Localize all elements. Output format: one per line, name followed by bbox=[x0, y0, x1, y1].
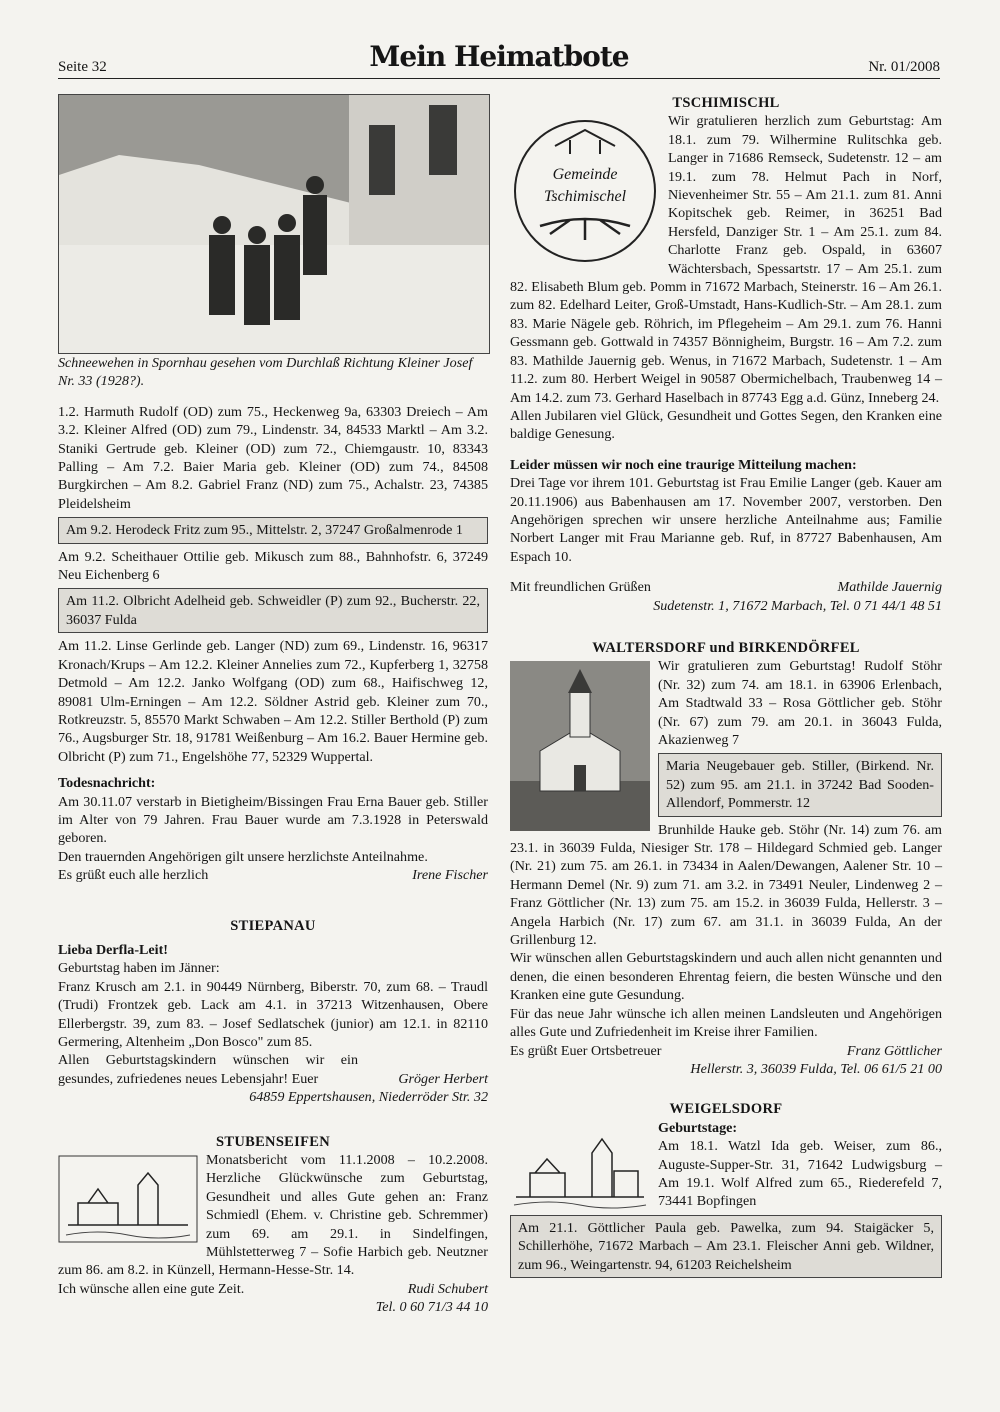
right-column bbox=[510, 94, 942, 1282]
photo-caption: Schneewehen in Spornhau gesehen vom Durchlaß Richtung Kleiner Josef Nr. 33 (1928?). bbox=[58, 355, 473, 390]
tschimischl-sign-right: Mathilde Jauernig bbox=[837, 579, 942, 596]
weigelsdorf-title: WEIGELSDORF bbox=[669, 1101, 783, 1118]
stubenseifen-title: STUBENSEIFEN bbox=[216, 1133, 330, 1150]
waltersdorf-text-2: Brunhilde Hauke geb. Stöhr (Nr. 14) zum 76. am 23.1. in 36039 Fulda, Niesiger Str. 178 – Hildegard Schmied geb. Langer (Nr. 21) zum 75. am 26.1. in 73434 in Aalen/Dewangen, Aalener Str. 10 – Hermann Demel (Nr. 9) zum 71. am 3.2. in 73491 Neuler, Lindenweg 2 – Franz Göttlicher (Nr. 13) zum 75. am 15.2. in 36039 Fulda, Hellerstr. 3 – Angela Harbich (Nr. 17) zum 67. am 31.1. in 36039 Fulda, An der Grillenburg 12. bbox=[510, 821, 942, 949]
header-rule bbox=[58, 78, 940, 79]
highlight-box-2: Am 11.2. Olbricht Adelheid geb. Schweidler (P) zum 92., Bucherstr. 22, 36037 Fulda bbox=[58, 588, 488, 633]
weigelsdorf-head: Geburtstage: bbox=[658, 1119, 738, 1136]
highlight-box-1: Am 9.2. Herodeck Fritz zum 95., Mittelstr. 2, 37247 Großalmenrode 1 bbox=[58, 517, 488, 543]
waltersdorf-sign-left: Es grüßt Euer Ortsbetreuer bbox=[510, 1042, 662, 1059]
stiepanau-sign: Gröger Herbert bbox=[398, 1070, 488, 1087]
left-column bbox=[58, 94, 488, 1317]
stiepanau-text: Franz Krusch am 2.1. in 90449 Nürnberg, Biberstr. 70, zum 68. – Traudl (Trudi) Frontzek geb. Lack am 4.1. in 37213 Witzenhausen, Obere Ellerbergstr. 39, zum 83. – Josef Sedlatschek (junior) am 12.1. in 82110 Germering, Altenheim „Don Bosco" zum 85. bbox=[58, 978, 488, 1050]
stiepanau-intro: Geburtstag haben im Jänner: bbox=[58, 960, 220, 977]
tschimischl-address: Sudetenstr. 1, 71672 Marbach, Tel. 0 71 44/1 48 51 bbox=[653, 597, 942, 614]
tschimischl-sign bbox=[510, 578, 942, 596]
death-sign-right: Irene Fischer bbox=[412, 867, 488, 884]
waltersdorf-address: Hellerstr. 3, 36039 Fulda, Tel. 06 61/5 21 00 bbox=[690, 1060, 942, 1077]
gemeinde-stamp bbox=[510, 116, 660, 266]
waltersdorf-sign bbox=[510, 1042, 942, 1060]
issue-number: Nr. 01/2008 bbox=[868, 59, 940, 75]
waltersdorf-wish: Wir wünschen allen Geburtstagskindern und auch allen nicht genannten und denen, die einen besonderen Ehrentag feiern, die besten Wünsche und den Kranken eine gute Gesundung. bbox=[510, 950, 942, 1004]
stubenseifen-tel: Tel. 0 60 71/3 44 10 bbox=[375, 1299, 488, 1316]
snow-scene-image bbox=[59, 95, 489, 353]
weigelsdorf-highlight-box: Am 21.1. Göttlicher Paula geb. Pawelka, zum 94. Staigäcker 5, Schillerhöhe, 71672 Marbach – Am 23.1. Fleischer Anni geb. Wildner, zum 96., Weingartenstr. 94, 61203 Reichelsheim bbox=[510, 1215, 942, 1278]
stubenseifen-sign-left: Ich wünsche allen eine gute Zeit. bbox=[58, 1280, 245, 1297]
waltersdorf-title: WALTERSDORF und BIRKENDÖRFEL bbox=[592, 639, 860, 656]
chapel-photo bbox=[510, 661, 650, 831]
stiepanau-title: STIEPANAU bbox=[230, 917, 316, 934]
tschimischl-wish: Allen Jubilaren viel Glück, Gesundheit und Gottes Segen, den Kranken eine baldige Genesung. bbox=[510, 407, 942, 443]
stubenseifen-sign-right: Rudi Schubert bbox=[407, 1280, 488, 1297]
waltersdorf-text-1: Wir gratulieren zum Geburtstag! Rudolf Stöhr (Nr. 32) zum 74. am 18.1. in 63906 Erlenbach, Am Stadtwald 33 – Rosa Göttlicher geb. Stöhr (Nr. 67) zum 79. am 20.1. in 36043 Fulda, Akazienweg 7 bbox=[658, 658, 942, 748]
death-notice-heading: Todesnachricht: bbox=[58, 775, 156, 792]
waltersdorf-highlight-box: Maria Neugebauer geb. Stiller, (Birkend. Nr. 52) zum 95. am 21.1. in 37242 Bad Sooden-Allendorf, Pommerstr. 12 bbox=[658, 753, 942, 816]
church-sketch-icon bbox=[58, 1155, 198, 1243]
stubenseifen-sign bbox=[58, 1280, 488, 1298]
death-notice-sign bbox=[58, 866, 488, 884]
waltersdorf-wish-2: Für das neue Jahr wünsche ich allen meinen Landsleuten und Angehörigen alles Gute und Zufriedenheit im Kreise ihrer Familien. bbox=[510, 1005, 942, 1041]
death-notice-text: Am 30.11.07 verstarb in Bietigheim/Bissingen Frau Erna Bauer geb. Stiller im Alter von 79 Jahren. Frau Bauer wurde am 7.3.1928 in Peterswald geboren. bbox=[58, 793, 488, 847]
birthdays-p2: Am 9.2. Scheithauer Ottilie geb. Mikusch zum 88., Bahnhofstr. 6, 37249 Neu Eichenberg 6 bbox=[58, 548, 488, 584]
snow-photo bbox=[58, 94, 490, 354]
tschimischl-sad-text: Drei Tage vor ihrem 101. Geburtstag ist Frau Emilie Langer (geb. Kauer am 20.11.1906) aus Babenhausen am 17. November 2007, verstorben. Den Angehörigen sprechen wir unsere herzliche Anteilnahme aus; Familie Norbert Langer mit Frau Marianne geb. Ruf, in 87727 Babenhausen, Am Espach 10. bbox=[510, 475, 942, 565]
stiepanau-wish: Allen Geburtstagskindern wünschen wir ein gesundes, zufriedenes neues Lebensjahr! Euer bbox=[58, 1052, 358, 1087]
stamp-text-1: Gemeinde bbox=[552, 166, 618, 184]
birthdays-p3: Am 11.2. Linse Gerlinde geb. Langer (ND) zum 69., Lindenstr. 16, 96317 Kronach/Krups – Am 12.2. Kleiner Annelies zum 72., Kupferberg 1, 32758 Detmold – Am 12.2. Janko Wolfgang (OD) zum 68., Haifischweg 12, 89081 Ulm-Erningen – Am 12.2. Söldner Astrid geb. Kleiner zum 70., Rotkreuzstr. 5, 85570 Markt Schwaben – Am 12.2. Stiller Berthold (P) zum 76., Augsburger Str. 18, 91781 Weißenburg – Am 16.2. Bauer Hermine geb. Olbricht (P) zum 71., Engelshöhe 77, 52329 Wuppertal. bbox=[58, 638, 488, 765]
stubenseifen-text: Monatsbericht vom 11.1.2008 – 10.2.2008. Herzliche Glückwünsche zum Geburtstag, Gesundheit und alles Gute gehen an: Franz Schmiedl (Ehem. v. Christine geb. Schremmer) zum 69. am 29.1. in Sindelfingen, Mühlstetterweg 7 – Sofie Harbich geb. Neutzner zum 86. am 8.2. in Künzell, Hermann-Hesse-Str. 14. bbox=[58, 1152, 488, 1279]
page-number: Seite 32 bbox=[58, 59, 107, 75]
stiepanau-wish-row bbox=[58, 1051, 488, 1088]
tschimischl-sign-left: Mit freundlichen Grüßen bbox=[510, 579, 651, 596]
birthdays-p1: 1.2. Harmuth Rudolf (OD) zum 75., Heckenweg 9a, 63303 Dreiech – Am 3.2. Kleiner Alfred (OD) zum 79., Lindenstr. 34, 84533 Marktl – Am 3.2. Staniki Gertrude geb. Kleiner (OD) zum 72., Chiemgaustr. 10, 83343 Palling – Am 7.2. Baier Maria geb. Kleiner (OD) zum 74., 84508 Burgkirchen – Am 8.2. Gabriel Franz (ND) zum 75., Achalstr. 23, 74385 Pleidelsheim bbox=[58, 403, 488, 512]
death-sign-left: Es grüßt euch alle herzlich bbox=[58, 867, 209, 884]
waltersdorf-sign-right: Franz Göttlicher bbox=[846, 1042, 942, 1059]
stamp-text-2: Tschimischel bbox=[543, 188, 627, 206]
stiepanau-address: 64859 Eppertshausen, Niederröder Str. 32 bbox=[249, 1089, 488, 1106]
stiepanau-greeting: Lieba Derfla-Leit! bbox=[58, 941, 168, 958]
weigelsdorf-text: Am 18.1. Watzl Ida geb. Weiser, zum 86., Auguste-Supper-Str. 31, 71642 Ludwigsburg – Am 19.1. Wolf Alfred zum 65., Riederefeld 7, 73441 Bopfingen bbox=[658, 1138, 942, 1210]
tschimischl-text: Wir gratulieren herzlich zum Geburtstag: Am 18.1. zum 79. Wilhermine Rulitschka geb. Langer in 71686 Remseck, Sudetenstr. 12 – am 19.1. zum 78. Helmut Pach in Norf, Nievenheimer Str. 55 – Am 21.1. zum 81. Anni Kopitschek geb. Reimer, in 36251 Bad Hersfeld, Danziger Str. 1 – Am 25.1. zum 84. Charlotte Franz geb. Ospald, in 63607 Wächtersbach, Spessartstr. 17 – Am 25.1. zum 82. Elisabeth Blum geb. Pomm in 71672 Marbach, Steinerstr. 16 – Am 26.1. zum 82. Edelhard Leiter, Groß-Umstadt, Hans-Kudlich-Str. – Am 28.1. zum 83. Marie Nägele geb. Röhrich, im Pflegeheim – Am 29.1. zum 76. Hanni Gessmann geb. Gottwald in 74357 Bönnigheim, Burgstr. 16 – Am 7.2. zum 83. Mathilde Jauernig geb. Wenus, in 71672 Marbach, Sudetenstr. 1 – Am 11.2. zum 80. Herbert Weigel in 90587 Obermichelbach, Traubenweg 14 – Am 14.2. zum 73. Gerhard Haselbach in 87743 Egg a.d. Günz, Inneberg 24. bbox=[510, 113, 942, 406]
tschimischl-title: TSCHIMISCHL bbox=[672, 95, 780, 111]
village-sketch-icon bbox=[510, 1123, 650, 1211]
tschimischl-sad-head: Leider müssen wir noch eine traurige Mitteilung machen: bbox=[510, 456, 857, 473]
page-header bbox=[58, 40, 940, 80]
masthead-logo: Mein Heimatbote bbox=[369, 40, 629, 73]
death-notice-text-2: Den trauernden Angehörigen gilt unsere herzlichste Anteilnahme. bbox=[58, 848, 428, 865]
